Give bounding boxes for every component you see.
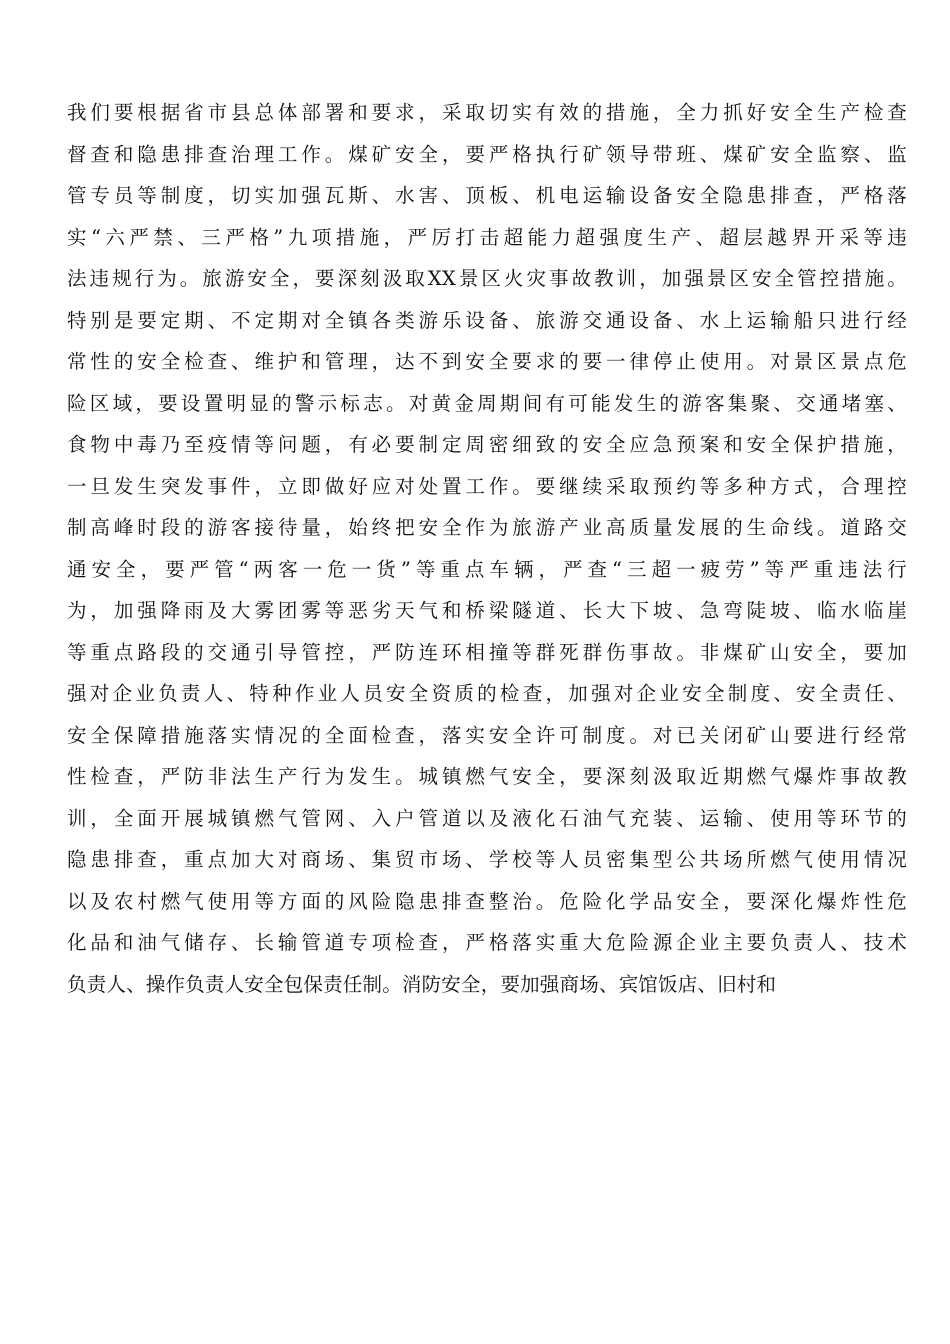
paragraph-line: 化品和油气储存、长输管道专项检查，严格落实重大危险源企业主要负责人、技术 bbox=[67, 931, 907, 954]
paragraph-line: 负责人、操作负责人安全包保责任制。消防安全，要加强商场、宾馆饭店、旧村和 bbox=[67, 972, 777, 996]
paragraph-line: 一旦发生突发事件，立即做好应对处置工作。要继续采取预约等多种方式，合理控 bbox=[67, 474, 907, 498]
paragraph-line: 通安全，要严管“两客一危一货”等重点车辆，严查“三超一疲劳”等严重违法行 bbox=[67, 557, 907, 581]
paragraph-line: 我们要根据省市县总体部署和要求，采取切实有效的措施，全力抓好安全生产检查 bbox=[67, 101, 907, 124]
paragraph-line: 强对企业负责人、特种作业人员安全资质的检查，加强对企业安全制度、安全责任、 bbox=[67, 682, 907, 705]
paragraph-line: 法违规行为。旅游安全，要深刻汲取XX景区火灾事故教训，加强景区安全管控措施。 bbox=[67, 267, 907, 290]
body-paragraph bbox=[67, 92, 907, 1005]
paragraph-line: 食物中毒乃至疫情等问题，有必要制定周密细致的安全应急预案和安全保护措施， bbox=[67, 433, 907, 456]
paragraph-line: 特别是要定期、不定期对全镇各类游乐设备、旅游交通设备、水上运输船只进行经 bbox=[67, 308, 907, 332]
paragraph-line: 训，全面开展城镇燃气管网、入户管道以及液化石油气充装、运输、使用等环节的 bbox=[67, 806, 907, 830]
paragraph-line: 险区域，要设置明显的警示标志。对黄金周期间有可能发生的游客集聚、交通堵塞、 bbox=[67, 391, 907, 415]
paragraph-line: 常性的安全检查、维护和管理，达不到安全要求的要一律停止使用。对景区景点危 bbox=[67, 350, 907, 373]
paragraph-line: 实“六严禁、三严格”九项措施，严厉打击超能力超强度生产、超层越界开采等违 bbox=[67, 225, 907, 249]
paragraph-line: 制高峰时段的游客接待量，始终把安全作为旅游产业高质量发展的生命线。道路交 bbox=[67, 516, 907, 539]
paragraph-line: 管专员等制度，切实加强瓦斯、水害、顶板、机电运输设备安全隐患排查，严格落 bbox=[67, 184, 907, 207]
paragraph-line: 性检查，严防非法生产行为发生。城镇燃气安全，要深刻汲取近期燃气爆炸事故教 bbox=[67, 765, 907, 788]
paragraph-line: 等重点路段的交通引导管控，严防连环相撞等群死群伤事故。非煤矿山安全，要加 bbox=[67, 640, 907, 664]
paragraph-line: 督查和隐患排查治理工作。煤矿安全，要严格执行矿领导带班、煤矿安全监察、监 bbox=[67, 142, 907, 166]
paragraph-line: 隐患排查，重点加大对商场、集贸市场、学校等人员密集型公共场所燃气使用情况 bbox=[67, 848, 907, 871]
paragraph-line: 安全保障措施落实情况的全面检查，落实安全许可制度。对已关闭矿山要进行经常 bbox=[67, 723, 907, 747]
paragraph-line: 为，加强降雨及大雾团雾等恶劣天气和桥梁隧道、长大下坡、急弯陡坡、临水临崖 bbox=[67, 599, 907, 622]
paragraph-line: 以及农村燃气使用等方面的风险隐患排查整治。危险化学品安全，要深化爆炸性危 bbox=[67, 889, 907, 913]
